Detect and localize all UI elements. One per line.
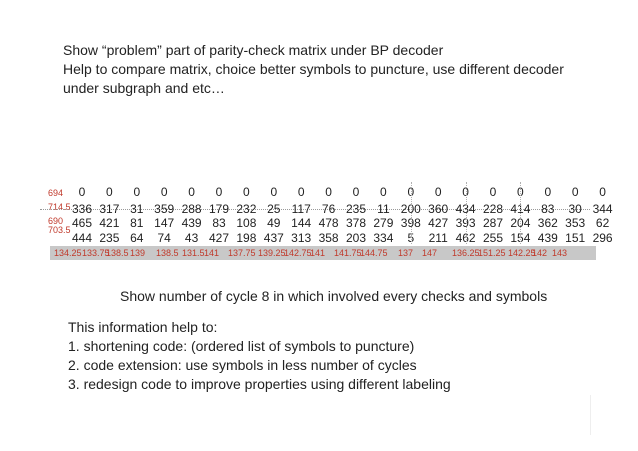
matrix-cell: 25 <box>267 202 281 216</box>
matrix-cell: 83 <box>212 216 226 230</box>
matrix-cell: 0 <box>380 185 387 199</box>
matrix-cell: 49 <box>267 216 281 230</box>
matrix-cell: 287 <box>482 216 504 230</box>
matrix-cell: 0 <box>215 185 223 199</box>
matrix-cell: 43 <box>184 231 199 245</box>
matrix-cell: 0 <box>434 185 442 199</box>
intro-line: Show “problem” part of parity-check matrix under BP decoder <box>63 42 444 58</box>
matrix-cell: 0 <box>352 185 360 199</box>
matrix-cell: 76 <box>321 202 336 216</box>
matrix-cell: 378 <box>345 216 367 230</box>
matrix-cell: 235 <box>345 202 367 216</box>
info-list <box>68 318 451 394</box>
matrix-cell: 359 <box>154 202 175 216</box>
cycle-caption: Show number of cycle 8 in which involved every checks and symbols <box>120 288 548 304</box>
matrix-cell: 0 <box>106 185 113 199</box>
matrix-cell: 154 <box>510 231 531 245</box>
matrix-cell: 437 <box>263 231 284 245</box>
column-cost-bar <box>50 246 596 260</box>
matrix-cell: 64 <box>130 231 144 245</box>
column-cost: 142 <box>532 248 548 258</box>
matrix-cell: 0 <box>78 185 86 199</box>
matrix-cell: 434 <box>455 202 476 216</box>
column-cost: 137 <box>398 248 414 258</box>
matrix-cell: 108 <box>236 216 257 230</box>
matrix-cell: 465 <box>71 216 93 230</box>
matrix-cell: 30 <box>568 202 582 216</box>
matrix-cell: 0 <box>270 185 278 199</box>
row-label: 690 <box>48 216 64 226</box>
info-item: 1. shortening code: (ordered list of symbols to puncture) <box>68 338 415 354</box>
matrix-cell: 334 <box>373 231 394 245</box>
matrix-cell: 232 <box>236 202 257 216</box>
matrix-cell: 198 <box>236 231 257 245</box>
matrix-cell: 211 <box>428 231 448 245</box>
matrix-cell: 0 <box>325 185 332 199</box>
matrix-cell: 0 <box>489 185 497 199</box>
matrix-cell: 62 <box>595 216 610 230</box>
column-cost: 136.25 <box>452 248 480 258</box>
matrix-cell: 0 <box>571 185 579 199</box>
column-cost: 134.25 <box>54 248 82 258</box>
matrix-cell: 358 <box>318 231 339 245</box>
column-cost: 144.75 <box>360 248 388 258</box>
column-cost: 141 <box>204 248 220 258</box>
divider <box>590 395 591 435</box>
matrix-cell: 151 <box>565 231 586 245</box>
column-cost: 143 <box>552 248 568 258</box>
matrix-cell: 144 <box>291 216 312 230</box>
column-guide-line <box>520 182 521 244</box>
intro-text <box>63 41 564 98</box>
matrix-cell: 279 <box>373 216 394 230</box>
matrix-cell: 74 <box>157 231 171 245</box>
matrix-cell: 444 <box>71 231 93 245</box>
column-cost: 141.75 <box>334 248 362 258</box>
row-label: 694 <box>48 188 64 198</box>
matrix-cell: 478 <box>318 216 339 230</box>
matrix-cell: 462 <box>455 231 476 245</box>
column-cost: 139 <box>130 248 146 258</box>
column-guide-line <box>411 182 412 244</box>
column-cost: 151.25 <box>478 248 506 258</box>
matrix-cell: 31 <box>130 202 144 216</box>
matrix-cell: 336 <box>71 202 93 216</box>
matrix-cell: 0 <box>544 185 552 199</box>
matrix-cell: 204 <box>510 216 531 230</box>
matrix-cell: 0 <box>599 185 606 199</box>
matrix-cell: 421 <box>99 216 120 230</box>
matrix-cell: 0 <box>297 185 305 199</box>
matrix-cell: 344 <box>592 202 613 216</box>
matrix-cell: 81 <box>130 216 144 230</box>
info-item: 2. code extension: use symbols in less number of cycles <box>68 357 417 373</box>
matrix-cell: 296 <box>592 231 613 245</box>
column-cost: 133.75 <box>82 248 110 258</box>
column-cost: 142.25 <box>508 248 536 258</box>
matrix-cell: 117 <box>291 202 311 216</box>
matrix-cell: 179 <box>208 202 230 216</box>
matrix-cell: 255 <box>482 231 504 245</box>
matrix-cell: 317 <box>99 202 120 216</box>
column-cost: 139.25 <box>258 248 286 258</box>
row-label: 703.5 <box>48 225 71 235</box>
matrix-cell: 0 <box>462 185 469 199</box>
row-label: 714.5 <box>48 202 71 212</box>
matrix-cell: 228 <box>482 202 504 216</box>
intro-line: Help to compare matrix, choice better symbols to puncture, use different decoder <box>63 61 564 77</box>
matrix-cell: 235 <box>99 231 120 245</box>
matrix-cell: 427 <box>208 231 230 245</box>
column-cost: 147 <box>422 248 438 258</box>
matrix-cell: 0 <box>133 185 141 199</box>
column-cost: 138.5 <box>106 248 129 258</box>
matrix-cell: 288 <box>181 202 202 216</box>
matrix-cell: 414 <box>510 202 531 216</box>
matrix-cell: 0 <box>188 185 195 199</box>
matrix-cell: 147 <box>154 216 175 230</box>
intro-line: under subgraph and etc… <box>63 80 225 96</box>
matrix-cell: 83 <box>541 202 555 216</box>
matrix-cell: 313 <box>291 231 312 245</box>
matrix-cell: 11 <box>377 202 390 216</box>
matrix-cell: 5 <box>407 231 415 245</box>
column-guide-line <box>466 182 467 244</box>
matrix-cell: 0 <box>407 185 415 199</box>
column-cost: 138.5 <box>156 248 179 258</box>
matrix-cell: 393 <box>455 216 476 230</box>
matrix-cell: 0 <box>243 185 250 199</box>
column-cost: 142.75 <box>284 248 312 258</box>
matrix-cell: 0 <box>160 185 168 199</box>
matrix-cell: 439 <box>537 231 558 245</box>
column-cost: 141 <box>310 248 326 258</box>
matrix-cell: 439 <box>181 216 202 230</box>
matrix-cell: 360 <box>428 202 449 216</box>
matrix-cell: 362 <box>537 216 558 230</box>
matrix-cell: 427 <box>428 216 449 230</box>
matrix-cell: 353 <box>565 216 586 230</box>
matrix-cell: 0 <box>517 185 524 199</box>
info-heading: This information help to: <box>68 319 218 335</box>
column-cost: 131.5 <box>182 248 205 258</box>
column-cost: 137.75 <box>228 248 256 258</box>
matrix-cell: 398 <box>400 216 421 230</box>
matrix-cell: 203 <box>345 231 367 245</box>
info-item: 3. redesign code to improve properties using different labeling <box>68 376 451 392</box>
matrix-cell: 200 <box>400 202 421 216</box>
